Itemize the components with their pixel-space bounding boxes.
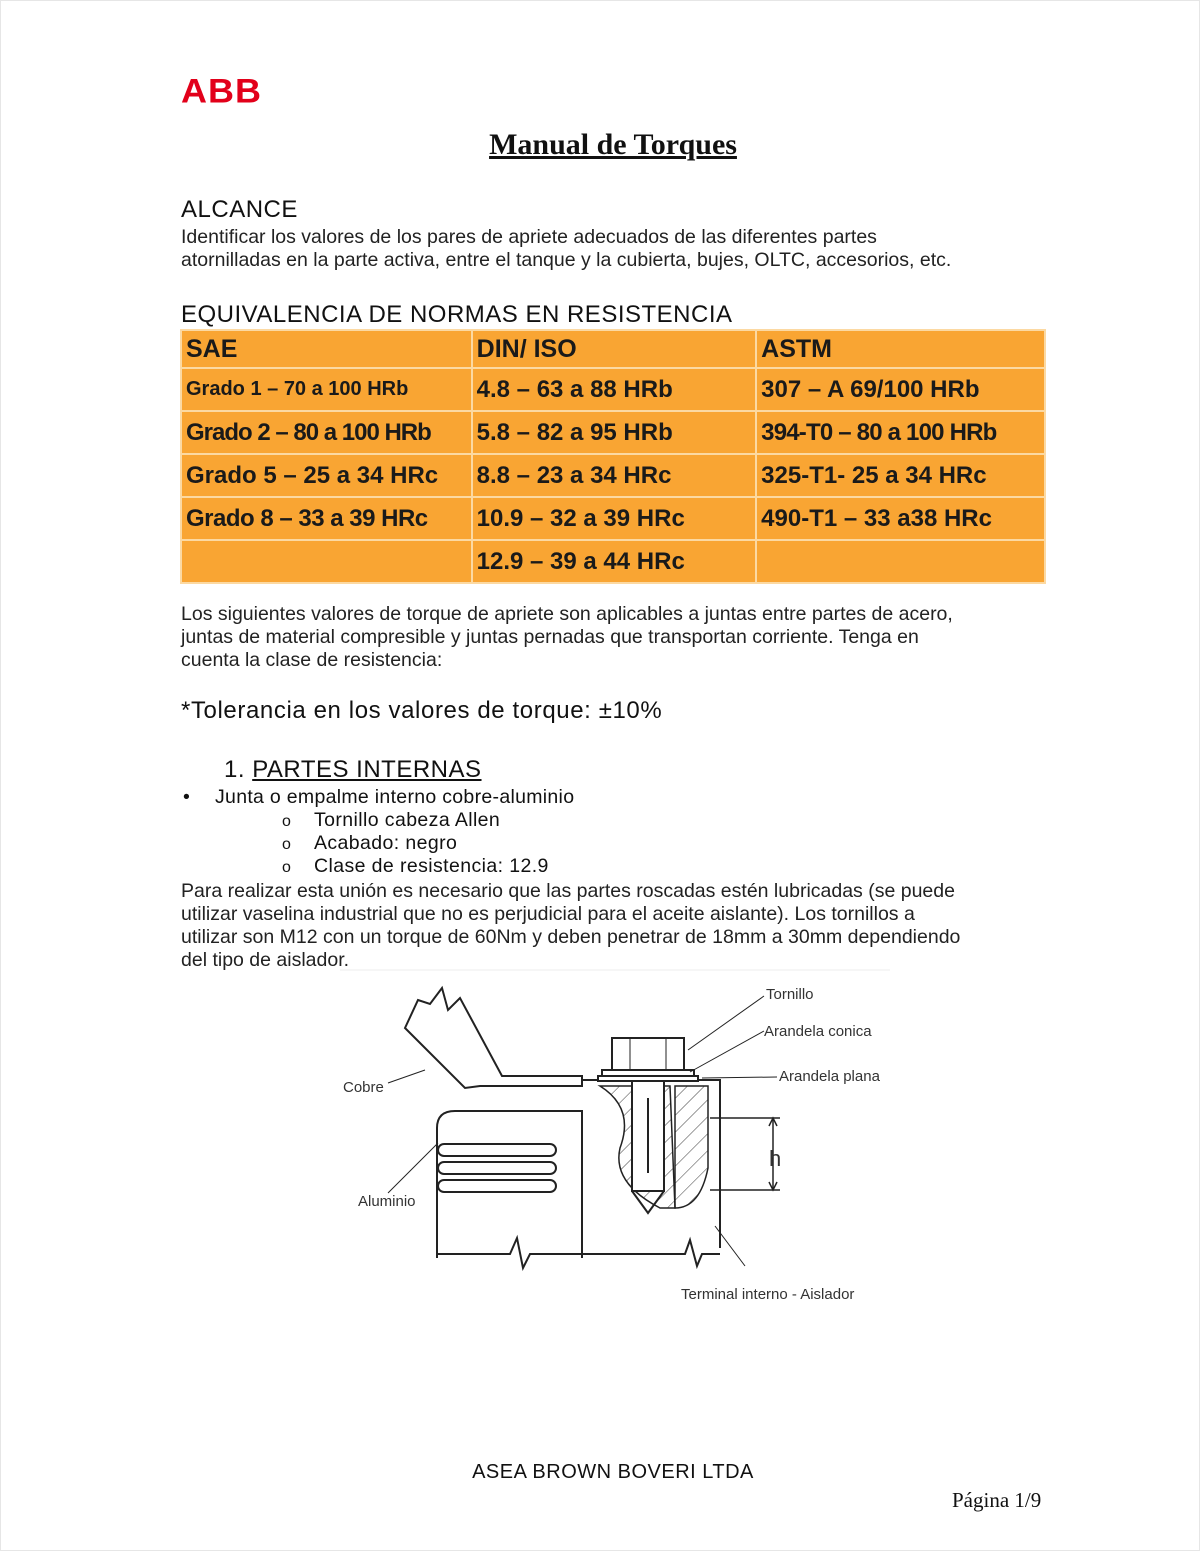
table-row — [181, 454, 1045, 497]
table-cell: 5.8 – 82 a 95 HRb — [472, 411, 757, 454]
aluminium-fin — [438, 1144, 556, 1156]
section-heading — [224, 756, 482, 784]
aluminium-fin — [438, 1162, 556, 1174]
intro-line: Los siguientes valores de torque de apriete son aplicables a juntas entre partes de acero, — [181, 603, 953, 625]
leader-line — [388, 1143, 438, 1193]
column-header-sae: SAE — [181, 330, 472, 368]
label-terminal: Terminal interno - Aislador — [681, 1286, 855, 1303]
body-line: utilizar son M12 con un torque de 60Nm y deben penetrar de 18mm a 30mm dependiendo — [181, 926, 961, 948]
table-cell — [181, 540, 472, 583]
leader-line — [388, 1070, 425, 1083]
body-line: Para realizar esta unión es necesario que las partes roscadas estén lubricadas (se puede — [181, 880, 955, 902]
table-cell: 490-T1 – 33 a38 HRc — [756, 497, 1045, 540]
table-cell: 307 – A 69/100 HRb — [756, 368, 1045, 411]
scope-line: atornilladas en la parte activa, entre el tanque y la cubierta, bujes, OLTC, accesorios, etc. — [181, 249, 952, 271]
intro-line: cuenta la clase de resistencia: — [181, 649, 443, 671]
table-cell — [756, 540, 1045, 583]
body-line: utilizar vaselina industrial que no es perjudicial para el aceite aislante). Los tornillos a — [181, 903, 915, 925]
table-cell: 8.8 – 23 a 34 HRc — [472, 454, 757, 497]
break-line — [437, 1238, 720, 1268]
leader-line — [702, 1077, 777, 1078]
label-tornillo: Tornillo — [766, 986, 814, 1003]
table-header-row — [181, 330, 1045, 368]
document-title: Manual de Torques — [489, 128, 737, 161]
table-cell: Grado 8 – 33 a 39 HRc — [181, 497, 472, 540]
label-cobre: Cobre — [343, 1079, 384, 1096]
equivalence-table — [180, 329, 1046, 584]
sub-item: Clase de resistencia: 12.9 — [314, 855, 549, 877]
table-cell: 394-T0 – 80 a 100 HRb — [756, 411, 1045, 454]
copper-strap — [405, 988, 582, 1088]
sub-item: Tornillo cabeza Allen — [314, 809, 501, 831]
leader-line — [688, 996, 764, 1050]
scope-line: Identificar los valores de los pares de apriete adecuados de las diferentes partes — [181, 226, 877, 248]
section-body — [181, 880, 1051, 972]
scope-text — [181, 226, 1051, 272]
label-h: h — [769, 1146, 782, 1171]
table-row — [181, 411, 1045, 454]
table-row — [181, 540, 1045, 583]
intro-text — [181, 603, 1051, 672]
table-cell: 12.9 – 39 a 44 HRc — [472, 540, 757, 583]
intro-line: juntas de material compresible y juntas pernadas que transportan corriente. Tenga en — [181, 626, 919, 648]
sub-bullet-icon: o — [282, 836, 291, 853]
abb-logo: ABB — [181, 71, 262, 110]
table-cell: Grado 2 – 80 a 100 HRb — [181, 411, 472, 454]
table-cell: Grado 1 – 70 a 100 HRb — [181, 368, 472, 411]
sub-bullet-icon: o — [282, 813, 291, 830]
table-cell: 325-T1- 25 a 34 HRc — [756, 454, 1045, 497]
scope-heading: ALCANCE — [181, 196, 298, 223]
tolerance-note: *Tolerancia en los valores de torque: ±10% — [181, 697, 663, 724]
table-cell: 4.8 – 63 a 88 HRb — [472, 368, 757, 411]
column-header-din-iso: DIN/ ISO — [472, 330, 757, 368]
bullet-icon: • — [183, 786, 190, 808]
table-row — [181, 497, 1045, 540]
bullet-item: Junta o empalme interno cobre-aluminio — [215, 786, 575, 808]
column-header-astm: ASTM — [756, 330, 1045, 368]
leader-line — [690, 1031, 764, 1072]
bolt-joint-diagram — [330, 968, 900, 1308]
table-cell: Grado 5 – 25 a 34 HRc — [181, 454, 472, 497]
table-cell: 10.9 – 32 a 39 HRc — [472, 497, 757, 540]
label-arandela-conica: Arandela conica — [764, 1023, 872, 1040]
page-number: Página 1/9 — [952, 1488, 1042, 1512]
section-title: PARTES INTERNAS — [252, 756, 482, 783]
sub-bullet-icon: o — [282, 859, 291, 876]
hatched-section-right — [675, 1086, 708, 1208]
section-number: 1. — [224, 756, 246, 783]
table-row — [181, 368, 1045, 411]
footer-company: ASEA BROWN BOVERI LTDA — [472, 1461, 754, 1483]
body-line: del tipo de aislador. — [181, 949, 350, 971]
sub-item: Acabado: negro — [314, 832, 458, 854]
aluminium-fin — [438, 1180, 556, 1192]
bolt-head — [612, 1038, 684, 1070]
label-aluminio: Aluminio — [358, 1193, 416, 1210]
label-arandela-plana: Arandela plana — [779, 1068, 880, 1085]
equivalence-heading: EQUIVALENCIA DE NORMAS EN RESISTENCIA — [181, 301, 733, 328]
